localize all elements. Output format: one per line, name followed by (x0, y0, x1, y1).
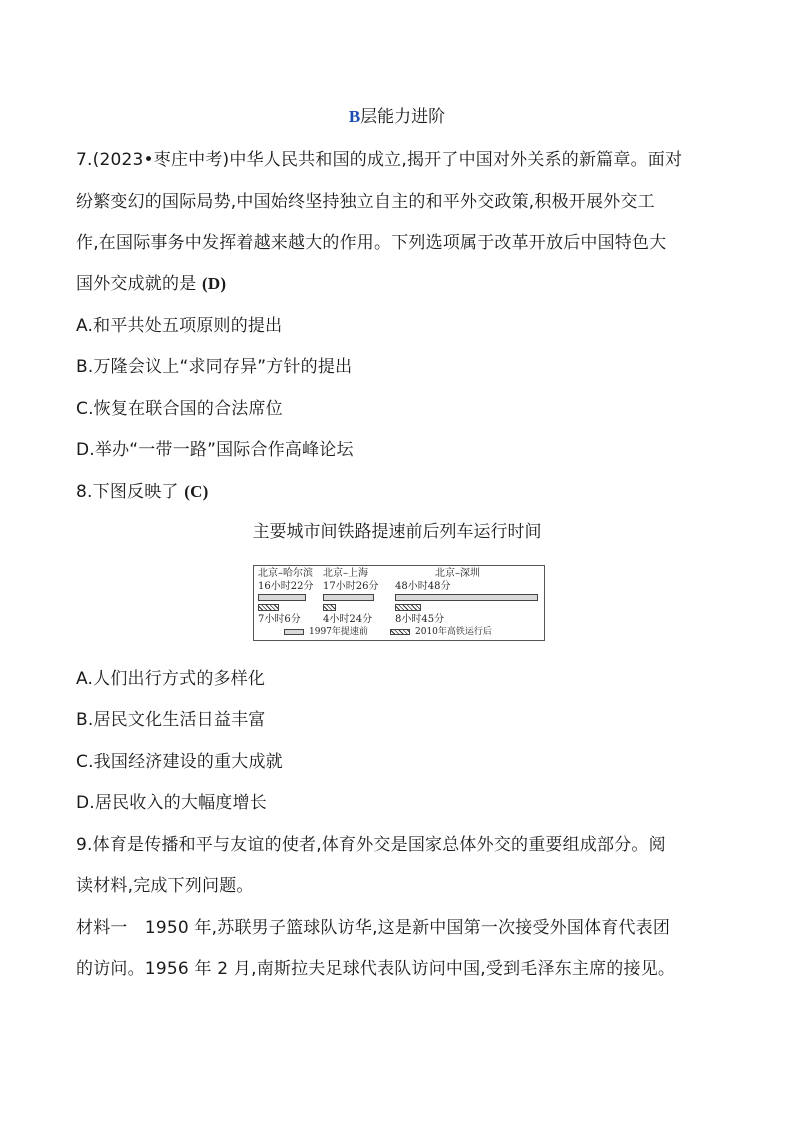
q7-line-4 (76, 273, 226, 295)
q7-option-d: D.举办“一带一路”国际合作高峰论坛 (76, 440, 354, 460)
chart-before-label: 17小时26分 (323, 581, 379, 592)
section-heading (0, 106, 794, 128)
q8-answer: (C) (184, 482, 209, 501)
q7-line-2: 纷繁变幻的国际局势,中国始终坚持独立自主的和平外交政策,积极开展外交工 (76, 192, 655, 212)
chart-bar-before (323, 594, 374, 601)
chart-before-label: 16小时22分 (258, 581, 314, 592)
q7-option-b: B.万隆会议上“求同存异”方针的提出 (76, 357, 353, 377)
q8-option-b: B.居民文化生活日益丰富 (76, 710, 266, 730)
chart-after-label: 4小时24分 (323, 614, 373, 625)
q7-answer: (D) (202, 274, 227, 293)
section-level: B (348, 107, 361, 126)
chart-after-label: 8小时45分 (395, 614, 445, 625)
q8-stem-text: 8.下图反映了 (76, 482, 185, 502)
q8-option-d: D.居民收入的大幅度增长 (76, 793, 267, 813)
q7-line-3: 作,在国际事务中发挥着越来越大的作用。下列选项属于改革开放后中国特色大 (76, 233, 667, 253)
chart-bar-after (258, 604, 279, 611)
train-time-chart (253, 565, 545, 641)
q7-stem-end: 国外交成就的是 (76, 274, 203, 294)
legend-label-after: 2010年高铁运行后 (415, 627, 492, 637)
q9-line-2: 读材料,完成下列问题。 (76, 876, 254, 896)
chart-bar-before (258, 594, 306, 601)
legend-swatch-after (390, 629, 410, 635)
chart-bar-before (395, 594, 538, 601)
q8-stem (76, 481, 208, 503)
q7-line-1: 7.(2023•枣庄中考)中华人民共和国的成立,揭开了中国对外关系的新篇章。面对 (76, 150, 683, 170)
q9-material-line-2: 的访问。1956 年 2 月,南斯拉夫足球代表队访问中国,受到毛泽东主席的接见。 (76, 959, 676, 979)
legend-label-before: 1997年提速前 (309, 627, 368, 637)
q8-option-a: A.人们出行方式的多样化 (76, 669, 266, 689)
legend-swatch-before (284, 629, 304, 635)
chart-before-label: 48小时48分 (395, 581, 451, 592)
q9-line-1: 9.体育是传播和平与友谊的使者,体育外交是国家总体外交的重要组成部分。阅 (76, 835, 666, 855)
chart-bar-after (323, 604, 336, 611)
q9-material-line-1: 材料一 1950 年,苏联男子篮球队访华,这是新中国第一次接受外国体育代表团 (76, 918, 671, 938)
chart-bar-after (395, 604, 421, 611)
chart-category-label: 北京–哈尔滨 (258, 568, 313, 579)
q7-option-c: C.恢复在联合国的合法席位 (76, 399, 283, 419)
chart-title: 主要城市间铁路提速前后列车运行时间 (252, 522, 542, 542)
q7-option-a: A.和平共处五项原则的提出 (76, 316, 283, 336)
chart-after-label: 7小时6分 (258, 614, 301, 625)
chart-category-label: 北京–深圳 (435, 568, 480, 579)
q8-option-c: C.我国经济建设的重大成就 (76, 752, 283, 772)
chart-category-label: 北京–上海 (323, 568, 368, 579)
section-title: 层能力进阶 (360, 107, 446, 127)
